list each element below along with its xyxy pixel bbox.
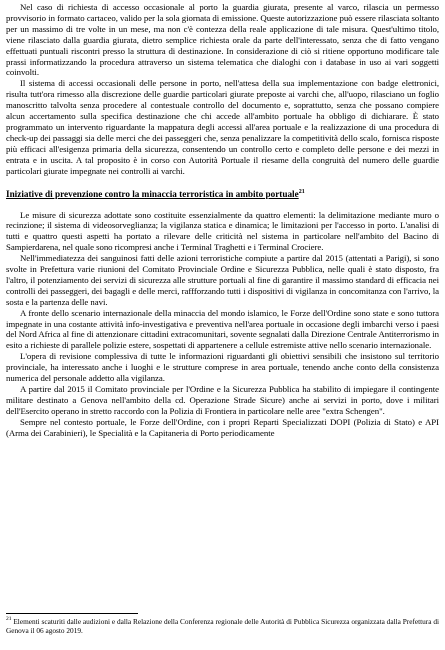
paragraph-military-contingent: A partire dal 2015 il Comitato provinciale per l'Ordine e la Sicurezza Pubblica ha stabilito di impiegare il contingente militare destinato a Genova nell'ambito della cd. Operazione Strade Sicure) anche ai servizi in porto, dove i militari dell'Esercito operano in stretto raccordo con la Polizia di Frontiera in particolare nelle aree "extra Schengen". <box>6 384 439 416</box>
section-title: Iniziative di prevenzione contro la minaccia terroristica in ambito portuale <box>6 188 299 199</box>
footnote-text: Elementi scaturiti dalle audizioni e dalla Relazione della Conferenza regionale delle Autorità di Pubblica Sicurezza organizzata dalla Prefettura di Genova il 06 agosto 2019. <box>6 617 439 635</box>
paragraph-islamic-threat: A fronte dello scenario internazionale della minaccia del mondo islamico, le Forze dell'Ordine sono state e sono tuttora impegnate in una costante attività info-investigativa e preventiva nell'area portuale in occasione degli imbarchi verso i paesi del Nord Africa al fine di attenzionare cittadini extracomunitari, sovente segnalati dalla Direzione Centrale Antiterrorismo in esito a richieste di parallele polizie estere, sospettati di appartenere a cellule estremiste attive nello scenario internazionale. <box>6 307 439 351</box>
section-heading <box>6 189 439 200</box>
footnote-separator <box>6 613 138 614</box>
paragraph-security-measures: Le misure di sicurezza adottate sono costituite essenzialmente da quattro elementi: la delimitazione mediante muro o recinzione; il sistema di videosorveglianza; la vigilanza statica e dinamica; le limitazioni per l'accesso in porto. L'analisi di tutti e quattro questi aspetti ha portato a rilevare delle criticità nel sistema in particolare nell'ambito del Bacino di Sampierdarena, nel quale sono ricompresi anche i Terminal Traghetti e i Terminal Crociere. <box>6 209 439 253</box>
paragraph-occasional-access: Nel caso di richiesta di accesso occasionale al porto la guardia giurata, presente al varco, rilascia un permesso provvisorio in formato cartaceo, valido per la sola giornata di emissione. Queste autorizzazione può essere rilasciata soltanto per un massimo di tre volte in un mese, ma non c'è contezza della reale applicazione di tale misura. Quest'ultimo titolo, viene rilasciato dalla guardia giurata, dietro semplice richiesta orale da parte dell'interessato, senza che di fatto vengano effettuati puntuali riscontri presso la struttura di destinazione. In considerazione di ciò si ritiene opportuno modificare tale prassi informatizzando la procedura attraverso un sistema telematica che dialoghi con i database in uso ai vari soggetti coinvolti. <box>6 2 439 78</box>
document-page <box>6 2 439 439</box>
paragraph-access-system: Il sistema di accessi occasionali delle persone in porto, nell'attesa della sua implementazione con badge elettronici, risulta tutt'ora rimesso alla discrezione delle guardie particolari giurate preposte ai varchi che, all'uopo, rilasciano un foglio manoscritto talvolta senza procedere al contestuale controllo del documento e, soprattutto, senza che possano compiere alcun accertamento sulla specifica destinazione che chi accede all'ambito portuale ha obbligo di dichiarare. È stato programmato un intervento riguardante la mappatura degli accessi all'area portuale e la realizzazione di una procedura di check-up dei passaggi sia delle merci che dei passeggeri che, senza penalizzare la competitività dello scalo, fornisca risposte più efficaci all'esigenza primaria della sicurezza, consentendo un controllo certo e completo delle persone e dei mezzi in entrata e in uscita. A tal proposito è in corso con Autorità Portuale il riesame della congruità del numero delle guardie particolari giurate impegnate nei controlli ai varchi. <box>6 78 439 176</box>
footnote-reference[interactable]: 21 <box>298 188 305 195</box>
paragraph-terror-response: Nell'immediatezza dei sanguinosi fatti delle azioni terroristiche compiute a partire dal 2015 (attentati a Parigi), si sono svolte in Prefettura varie riunioni del Comitato Provinciale Ordine e Sicurezza Pubblica, nelle quali è stato disposto, fra l'altro, il potenziamento dei servizi di sicurezza alle strutture portuali al fine di garantire il massimo standard di efficacia nei controlli dei passeggeri, dei bagagli e delle merci, raffforzando tutti i dispositivi di vigilanza in concomitanza con l'arrivo, la sosta e la partenza delle navi. <box>6 253 439 307</box>
paragraph-special-units: Sempre nel contesto portuale, le Forze dell'Ordine, con i propri Reparti Specializzati DOPI (Polizia di Stato) e API (Arma dei Carabinieri), le Specialità e la Capitaneria di Porto periodicamente <box>6 416 439 438</box>
footnote-marker: 21 <box>6 616 12 622</box>
footnote <box>6 617 439 635</box>
paragraph-information-review: L'opera di revisione complessiva di tutte le informazioni riguardanti gli obiettivi sensibili che insistono sul territorio provinciale, ha interessato anche i luoghi e le strutture comprese in area portuale, tenendo anche conto della consistenza numerica del personale addetto alla vigilanza. <box>6 351 439 384</box>
